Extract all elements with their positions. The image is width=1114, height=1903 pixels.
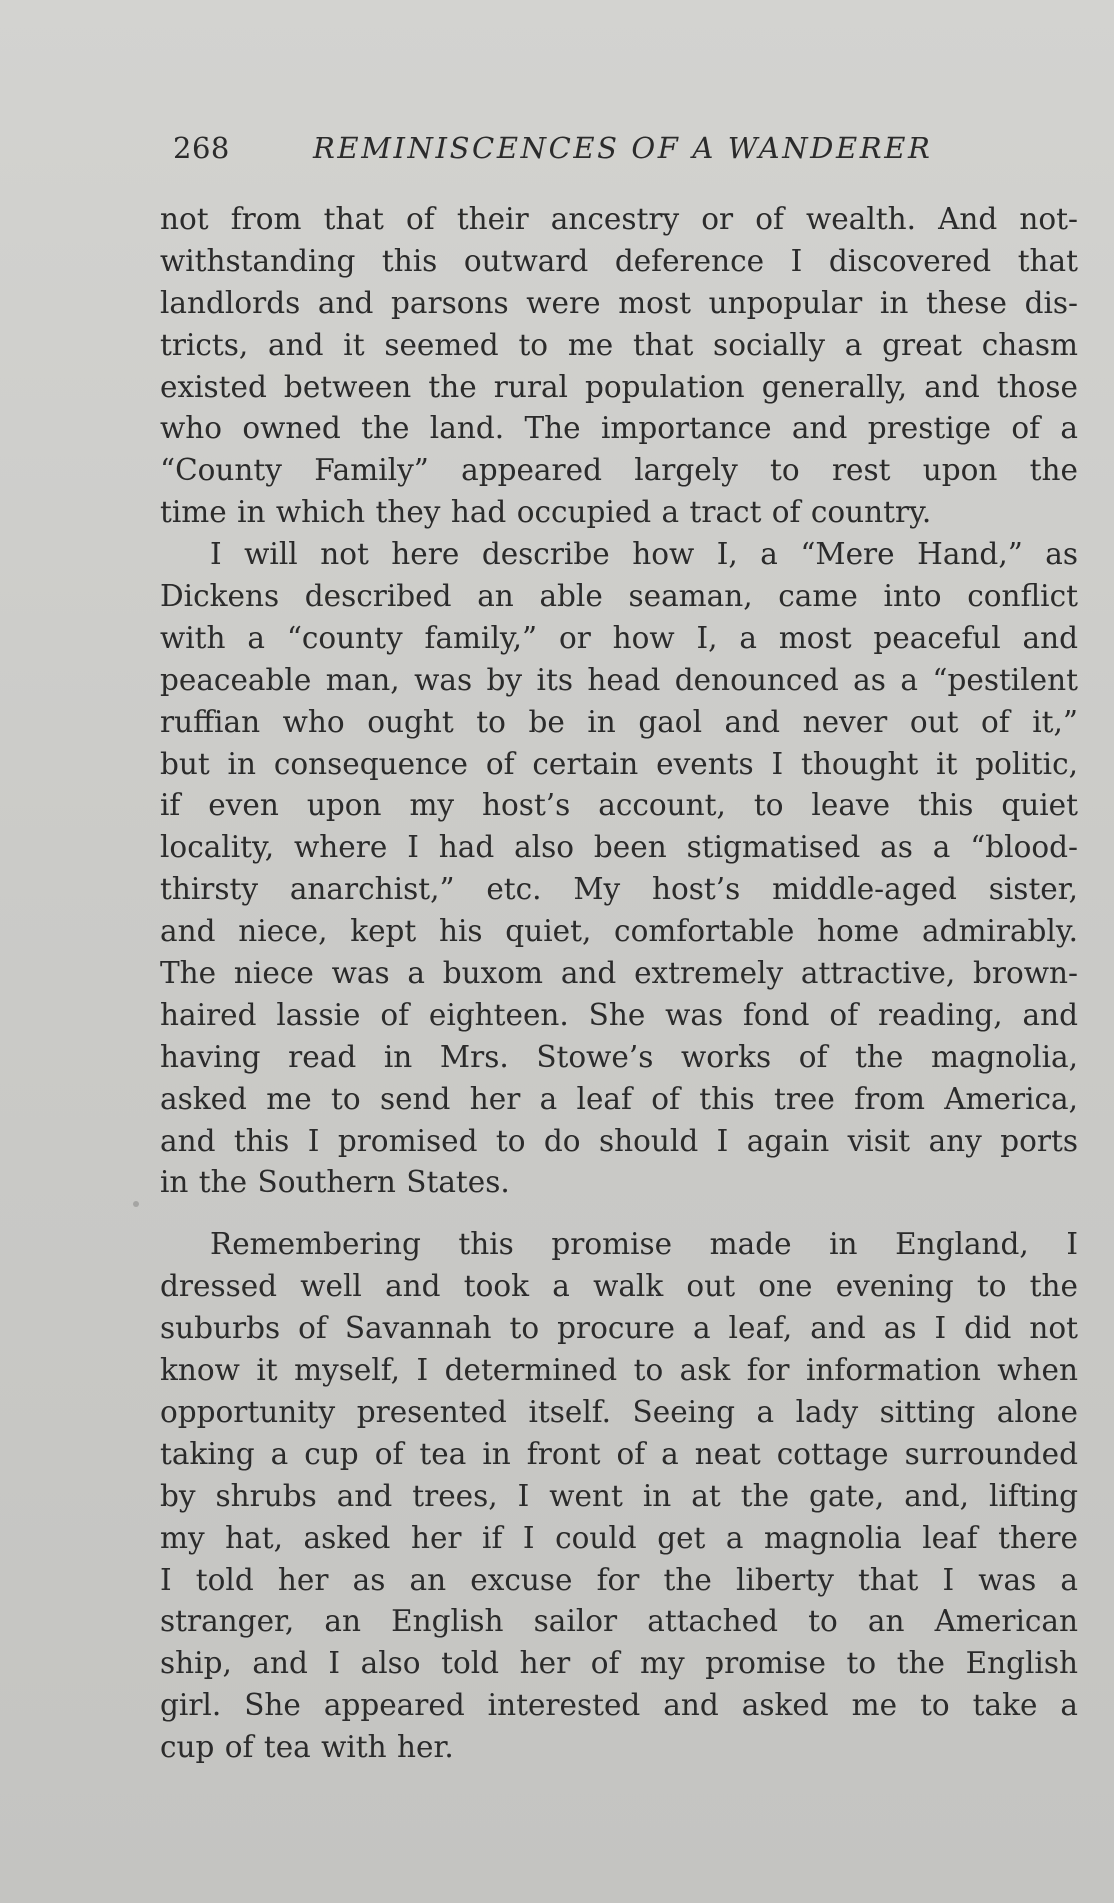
text-line: tricts, and it seemed to me that socially a great chasm [160,327,1078,362]
paragraph-gap [160,1204,1078,1224]
text-line: stranger, an English sailor attached to an American [160,1604,1078,1639]
text-line: “County Family” appeared largely to rest upon the [160,453,1078,488]
text-line: haired lassie of eighteen. She was fond of reading, and [160,997,1078,1032]
text-line: girl. She appeared interested and asked me to take a [160,1688,1078,1723]
text-line: I will not here describe how I, a “Mere Hand,” as [210,537,1078,572]
running-title: REMINISCENCES OF A WANDERER [313,131,933,165]
text-line: existed between the rural population generally, and those [160,369,1078,404]
text-line: know it myself, I determined to ask for information when [160,1353,1078,1388]
text-line: opportunity presented itself. Seeing a lady sitting alone [160,1394,1078,1429]
text-line: I told her as an excuse for the liberty that I was a [160,1562,1078,1597]
text-line: withstanding this outward deference I discovered that [160,243,1078,278]
text-line: having read in Mrs. Stowe’s works of the magnolia, [160,1039,1078,1074]
text-line: dressed well and took a walk out one evening to the [160,1269,1078,1304]
paragraph-3 [160,1224,1078,1769]
text-line: not from that of their ancestry or of wealth. And not- [160,202,1078,236]
text-line: Remembering this promise made in England, I [210,1227,1078,1262]
text-line: suburbs of Savannah to procure a leaf, and as I did not [160,1311,1078,1346]
text-line: ship, and I also told her of my promise to the English [160,1646,1078,1681]
text-line: and niece, kept his quiet, comfortable home admirably. [160,914,1078,949]
text-line: asked me to send her a leaf of this tree from America, [160,1081,1078,1116]
page-header [173,128,973,168]
text-line: ruffian who ought to be in gaol and never out of it,” [160,704,1078,739]
text-line: landlords and parsons were most unpopular in these dis- [160,285,1078,320]
text-line: The niece was a buxom and extremely attractive, brown- [160,956,1078,991]
text-line: cup of tea with her. [160,1730,454,1765]
text-line: if even upon my host’s account, to leave this quiet [160,788,1078,823]
text-line: locality, where I had also been stigmatised as a “blood- [160,830,1078,865]
text-line: Dickens described an able seaman, came into conflict [160,579,1078,614]
text-line: my hat, asked her if I could get a magnolia leaf there [160,1520,1078,1555]
text-line: thirsty anarchist,” etc. My host’s middle-aged sister, [160,872,1078,907]
text-line: peaceable man, was by its head denounced as a “pestilent [160,662,1078,697]
text-line: with a “county family,” or how I, a most peaceful and [160,620,1078,655]
paragraph-2 [160,534,1078,1204]
paragraph-1 [160,199,1078,534]
body-text [160,199,1078,1769]
paper-speck [133,1201,139,1207]
text-line: who owned the land. The importance and prestige of a [160,411,1078,446]
text-line: but in consequence of certain events I thought it politic, [160,746,1078,781]
text-line: taking a cup of tea in front of a neat cottage surrounded [160,1436,1078,1471]
text-line: in the Southern States. [160,1165,510,1200]
page-number: 268 [173,131,230,165]
text-line: and this I promised to do should I again visit any ports [160,1123,1078,1158]
text-line: by shrubs and trees, I went in at the gate, and, lifting [160,1478,1078,1513]
text-line: time in which they had occupied a tract of country. [160,495,932,530]
